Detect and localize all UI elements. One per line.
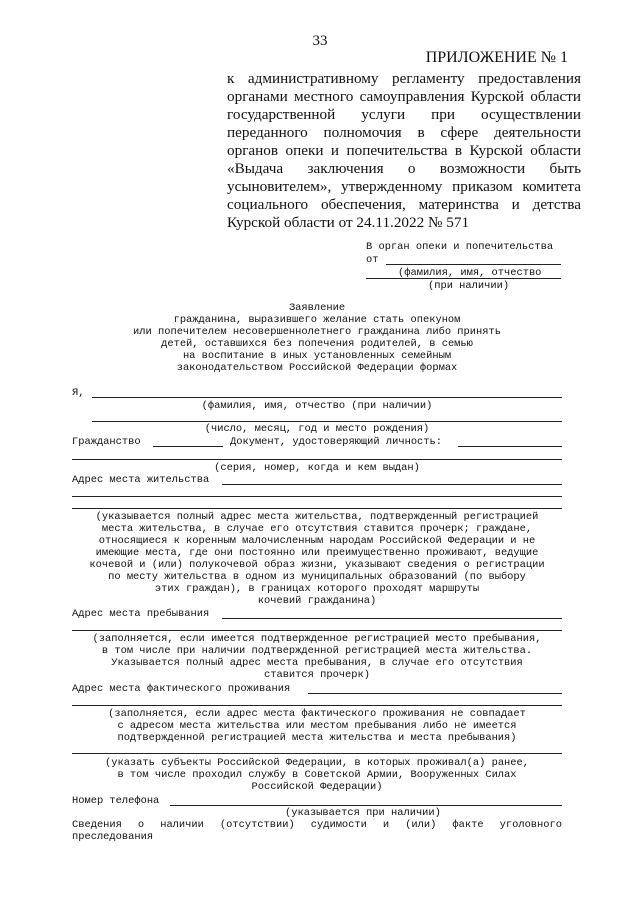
appendix-line: органами местного самоуправления Курской области (227, 88, 581, 105)
phone-label: Номер телефона (72, 795, 160, 807)
i-label: Я, (72, 387, 85, 399)
residence-label: Адрес места жительства (72, 474, 210, 486)
appendix-line: государственной услуги при осуществлении (227, 106, 581, 123)
residence-note-line: относящиеся к коренным малочисленным народам Российской Федерации и не (98, 535, 536, 547)
document-field-hint: (серия, номер, когда и кем выдан) (214, 462, 420, 474)
document-field-line[interactable] (458, 446, 562, 447)
from-label: от (366, 254, 379, 266)
residence-field-line-3[interactable] (72, 508, 562, 509)
birth-field-line[interactable] (92, 421, 562, 422)
addressee-line: В орган опеки и попечительства (366, 241, 554, 253)
appendix-title: ПРИЛОЖЕНИЕ № 1 (425, 49, 568, 66)
residence-field-line[interactable] (222, 484, 562, 485)
actual-note-line: подтвержденной регистрацией места жительства и места пребывания) (117, 732, 517, 744)
statement-title: Заявление (288, 302, 346, 314)
fio-field-hint: (фамилия, имя, отчество (при наличии) (201, 400, 433, 412)
residence-note-line: по месту жительства в одном из муниципальных образований (по выбору (108, 571, 526, 583)
actual-address-label: Адрес места фактического проживания (72, 683, 291, 695)
criminal-record-line-2: преследования (72, 831, 154, 843)
phone-field-line[interactable] (170, 805, 562, 806)
statement-line: законодательством Российской Федерации формах (176, 362, 458, 374)
appendix-line: усыновителем», утвержденному приказом комитета (227, 178, 581, 195)
actual-address-field-line-2[interactable] (72, 705, 562, 706)
citizenship-field-line[interactable] (153, 446, 223, 447)
stay-note-line: (заполняется, если имеется подтвержденное регистрацией место пребывания, (92, 633, 542, 645)
appendix-line: «Выдача заключения о возможности быть (227, 160, 581, 177)
criminal-record-line: Сведения о наличии (отсутствии) судимости и (или) факте уголовного (72, 819, 562, 831)
actual-note-line: с адресом места жительства или местом пребывания либо не имеется (117, 720, 517, 732)
residence-field-line-2[interactable] (72, 496, 562, 497)
page-number: 33 (312, 33, 328, 49)
birth-field-hint: (число, месяц, год и место рождения) (204, 423, 430, 435)
subjects-note-line: (указать субъекты Российской Федерации, в которых проживал(а) ранее, (104, 757, 529, 769)
fio-hint: (фамилия, имя, отчество (398, 267, 542, 279)
stay-field-line[interactable] (222, 618, 562, 619)
citizenship-label: Гражданство (72, 436, 141, 448)
document-label: Документ, удостоверяющий личность: (230, 436, 443, 448)
actual-note-line: (заполняется, если адрес места фактического проживания не совпадает (108, 708, 526, 720)
residence-note-line: места жительства, в случае его отсутствия ставится прочерк; граждане, (101, 523, 533, 535)
stay-note-line: Указывается полный адрес места пребывания, в случае его отсутствия (111, 657, 523, 669)
statement-line: гражданина, выразившего желание стать опекуном (173, 314, 461, 326)
phone-hint: (указывается при наличии) (285, 807, 441, 819)
subjects-note-line: в том числе проходил службу в Советской Армии, Вооруженных Силах (117, 769, 517, 781)
residence-note-line: имеющие места, где они постоянно или преимущественно проживают, ведущие (95, 547, 539, 559)
actual-address-field-line[interactable] (308, 693, 562, 694)
from-field-line[interactable] (386, 264, 561, 265)
subjects-note-line: Российской Федерации) (251, 781, 383, 793)
statement-line: или попечителем несовершеннолетнего гражданина либо принять (133, 326, 501, 338)
stay-label: Адрес места пребывания (72, 608, 210, 620)
appendix-line: к административному регламенту предоставления (227, 70, 581, 87)
appendix-line: органов опеки и попечительства в Курской области (227, 142, 581, 159)
document-field-line-2[interactable] (72, 459, 562, 460)
statement-line: детей, оставшихся без попечения родителей, в семью (161, 338, 473, 350)
appendix-line: переданного полномочия в сфере деятельности (227, 124, 581, 141)
stay-field-line-2[interactable] (72, 630, 562, 631)
appendix-line: социального обеспечения, материнства и детства (227, 196, 581, 213)
from-field-line-2[interactable] (366, 278, 561, 279)
residence-note-line: (указывается полный адрес места жительства, подтвержденный регистрацией (95, 511, 539, 523)
fio-hint-2: (при наличии) (428, 280, 510, 292)
residence-note-line: кочевий гражданина) (257, 595, 377, 607)
fio-field-line[interactable] (92, 397, 562, 398)
residence-note-line: кочевой и (или) полукочевой образ жизни, указывают сведения о регистрации (89, 559, 545, 571)
residence-note-line: этих граждан), в границах которого проходят маршруты (154, 583, 480, 595)
stay-note-line: в том числе при наличии подтвержденной регистрацией места жительства. (101, 645, 533, 657)
statement-line: на воспитание в иных установленных семейным (182, 350, 452, 362)
appendix-line: Курской области от 24.11.2022 № 571 (227, 214, 470, 231)
subjects-field-line[interactable] (72, 753, 562, 754)
stay-note-line: ставится прочерк) (263, 669, 370, 681)
